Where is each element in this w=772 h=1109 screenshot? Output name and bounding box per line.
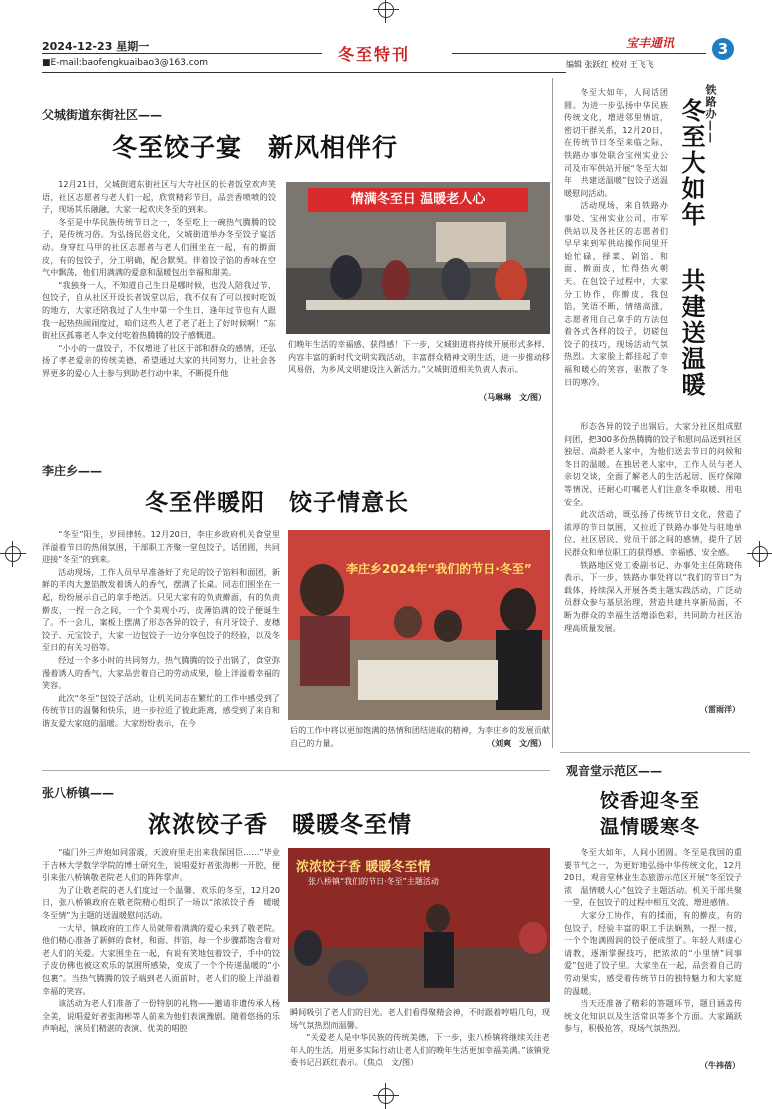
issue-date: 2024-12-23 星期一	[42, 40, 150, 53]
paragraph: 当天还准备了精彩的答题环节，题目涵盖传统文化知识以及生活常识等多个方面。大家踊跃参与，积极抢答，现场气氛热烈。	[564, 998, 742, 1034]
article2-body-left	[42, 528, 280, 756]
paragraph: 冬至大如年，人间小团圆。冬至是我国的重要节气之一，为更好地弘扬中华传统文化，12月20日，观音堂林业生态旅游示范区开展“冬至饺子浓 温情暖人心”包饺子主题活动。机关干部共聚一堂，在包饺子的过程中相互交流、增进感情。	[564, 847, 742, 908]
article3-photo	[288, 848, 550, 1002]
header-rule-right	[452, 53, 706, 54]
column-divider	[552, 78, 553, 748]
paragraph: 为了让敬老院的老人们度过一个温馨、欢乐的冬至，12月20日，张八桥镇政府在敬老院精心组织了一场以“浓浓饺子香 暖暖冬至情”为主题的送温暖慰问活动。	[42, 884, 280, 920]
article1-credit: （马琳琳 文/图）	[479, 393, 546, 402]
article3-body-left	[42, 846, 280, 1074]
article3-body-right	[290, 1006, 550, 1074]
paragraph: 铁路地区党工委副书记、办事处主任陈晓伟表示，下一步，铁路办事处将以“我们的节日”为载体，持续深入开展各类主题实践活动，广泛动员群众参与基层治理，营造共建共享新局面，不断为群众的幸福生活增添色彩，共同助力社区治理高质量发展。	[564, 559, 742, 633]
paragraph: “小小的一盘饺子，不仅增进了社区干部和群众的感情，还弘扬了孝老爱亲的传统美德，希望通过大家的共同努力，让社会各界更多的爱心人士参与到助老行动中来，不断提升他	[42, 342, 276, 378]
article3-photo-subtitle: 张八桥镇“我们的节日·冬至”主题活动	[308, 877, 439, 886]
paragraph: 大家分工协作，有的揉面，有的擀皮，有的包饺子，经验丰富的职工手法娴熟，一捏一按，一个个饱满圆润的饺子便成型了。年轻人则虚心请教，逐渐掌握技巧，把浓浓的“小里情”同事爱”包进了饺子里。大家坐在一起，品尝着自己的劳动果实，感受着传统节日的独特魅力和大家庭的温暖。	[564, 909, 742, 996]
paragraph: 冬至大如年，人间话团圆。为进一步弘扬中华民族传统文化，增进邻里情谊，密切干群关系，12月20日，在传统节日冬至来临之际，铁路办事处联合宝州实业公司及市军供站开展“冬至大如年 共建送温暖”包饺子送温暖慰问活动。	[564, 87, 668, 198]
paragraph: 形态各异的饺子出锅后，大家分社区组成慰问团，把300多份热腾腾的饺子和慰问品送到社区独居、高龄老人家中，为他们送去节日的问候和冬日的温暖。在独居老人家中，工作人员与老人亲切交谈，全面了解老人的生活起居、医疗保障等情况，还耐心叮嘱老人们注意冬季取暖、用电安全。	[564, 421, 742, 507]
paragraph: “我独身一人，不知道自己生日是哪时候，也没人陪我过节，包饺子，自从社区开设长者饭堂以后，我不仅有了可以按时吃饭的地方，大家还陪我过了人生中第一个生日，逢年过节也有人跟我一起热热闹闹度过，咱们这些人老了老了赶上了好时候啊！”东街社区孤寡老人李文付吃着热腾腾的饺子感慨道。	[42, 279, 276, 341]
article5-kicker: 观音堂示范区——	[566, 764, 663, 778]
registration-mark-top	[378, 2, 394, 18]
article2-headline: 冬至伴暖阳 饺子情意长	[145, 489, 409, 516]
article4-kicker: 铁路办——	[704, 84, 717, 144]
paragraph: “磕门外三声炮如同雷震，天波府里走出来我保国臣……”毕业于吉林大学数学学院的博士研究生，说唱爱好者张海彬一开腔，便引来张八桥镇敬老院老人们的阵阵掌声。	[42, 847, 280, 883]
paragraph: 冬至是中华民族传统节日之一，冬至吃上一碗热气腾腾的饺子，是传统习俗。为弘扬民俗文化，父城街道举办冬至饺子宴活动。身穿红马甲的社区志愿者与老人们围坐在一起，有的擀面皮，有的包饺子，分工明确，配合默契。伴着饺子馅的香味在空气中飘荡，他们用满满的爱意和温暖包出幸福和甜美。	[42, 216, 276, 278]
article4-headline-col1: 冬至大如年	[677, 98, 706, 228]
paragraph: 此次活动，既弘扬了传统节日文化，营造了浓厚的节日氛围，又拉近了铁路办事处与驻地单位、社区居民、党员干部之间的感情，提升了居民群众和单位职工的获得感、幸福感、安全感。	[564, 509, 742, 557]
article1-kicker: 父城街道东街社区——	[42, 108, 163, 122]
paragraph: “冬至”阳生，岁回律转。12月20日，李庄乡政府机关食堂里洋溢着节日的热闹氛围，干部职工齐聚一堂包饺子，话团圆，共同迎接“冬至”的到来。	[42, 529, 280, 565]
paragraph: 该活动为老人们准备了一份特别的礼物——邀请非遗传承人杨全美，说唱爱好者张海彬等人前来为他们表演豫剧。随着悠扬的乐声响起，演员们精湛的表演、优美的唱腔	[42, 998, 280, 1034]
article3-headline: 浓浓饺子香 暖暖冬至情	[148, 811, 412, 838]
article1-body-right	[288, 338, 550, 390]
paragraph: 一大早，镇政府的工作人员就带着满满的爱心来到了敬老院。他们精心准备了新鲜的食材，和面、拌馅，每一个步骤都饱含着对老人们的关爱。大家围坐在一起，有说有笑地包着饺子，手中的饺子皮仿佛也被这欢乐的氛围所感染，变成了一个个传递温暖的“小包裹”。当热气腾腾的饺子端到老人面前时，老人们的脸上洋溢着幸福的笑容。	[42, 922, 280, 996]
paragraph: 活动现场，来自铁路办事处、宝州实业公司、市军供站以及各社区的志愿者们早早来到军供站操作间里开始忙碌，择菜、剁馅、和面、擀面皮，忙得热火朝天。在包饺子过程中，大家分工协作，你擀皮，我包馅，笑语不断，情绪高涨，志愿者用自己拿手的方法包着各式各样的饺子，切磋包饺子的技巧，现场活动气氛热烈。大家脸上都挂起了幸福和暖心的笑容，驱散了冬日的寒冷。	[564, 200, 668, 387]
section-title: 冬至特刊	[338, 45, 411, 64]
article1-body-left	[42, 178, 276, 426]
registration-mark-bottom	[378, 1088, 394, 1104]
page-number: 3	[712, 38, 734, 60]
paper-brand: 宝丰通讯	[626, 36, 675, 50]
article5-headline-line1: 饺香迎冬至	[600, 790, 701, 812]
registration-mark-right	[752, 546, 768, 562]
paragraph: 们晚年生活的幸福感、获得感！下一步，父城街道将持续开展形式多样、内容丰富的新时代文明实践活动，丰富群众精神文明生活，进一步推动移风易俗，为乡风文明建设注入新活力。”父城街道相关负责人表示。	[288, 339, 550, 375]
article2-photo-banner: 李庄乡2024年“我们的节日·冬至”	[346, 562, 532, 576]
editor-credits: 编辑 张跃红 校对 王飞飞	[566, 60, 654, 69]
article4-body-narrow	[564, 86, 668, 420]
header-rule-left	[42, 53, 322, 54]
paragraph: 瞬间吸引了老人们的目光。老人们看得聚精会神，不时跟着哼唱几句，现场气氛热烈而温馨。	[290, 1007, 550, 1030]
article5-top-rule	[560, 752, 750, 753]
paragraph: 后的工作中将以更加饱满的热情和团结进取的精神，为李庄乡的发展贡献自己的力量。	[290, 725, 550, 748]
article1-photo	[286, 182, 550, 334]
article3-kicker: 张八桥镇——	[42, 786, 115, 800]
article5-credit: （牛祎蓓）	[700, 1061, 740, 1070]
article4-body-wide	[564, 420, 742, 720]
registration-mark-left	[5, 546, 21, 562]
article3-photo-banner: 浓浓饺子香 暖暖冬至情	[296, 860, 431, 875]
article2-credit: （刘爽 文/图）	[487, 739, 546, 748]
article1-photo-banner: 情满冬至日 温暖老人心	[308, 188, 528, 212]
paragraph: 经过一个多小时的共同努力，热气腾腾的饺子出锅了，食堂弥漫着诱人的香气，大家品尝着自己的劳动成果，脸上洋溢着幸福的笑容。	[42, 654, 280, 691]
paragraph: “关爱老人是中华民族的传统美德，下一步，张八桥镇将继续关注老年人的生活，用更多实际行动让老人们的晚年生活更加幸福美满。”该镇党委书记吕跃红表示。（焦点 文/图）	[290, 1032, 550, 1068]
article4-headline-col2: 共建送温暖	[677, 268, 706, 398]
article5-headline-line2: 温情暖寒冬	[600, 816, 701, 838]
header-bottom-rule	[42, 72, 566, 73]
paragraph: 活动现场，工作人员早早准备好了充足的饺子馅料和面团，新鲜的羊肉大葱馅散发着诱人的香气，摆满了长桌。同志们围坐在一起，纷纷展示自己的拿手绝活。只见大家有的负责擀面，有的负责擀皮，一捏一合之间，一个个美观小巧、皮薄馅满的饺子便诞生了。不一会儿，案板上摆满了形态各异的饺子，有月牙饺子、麦穗饺子、元宝饺子，大家一边包饺子一边分享包饺子的经验，以及冬至日的有关习俗等。	[42, 566, 280, 653]
article2-photo	[288, 530, 550, 720]
article1-headline: 冬至饺子宴 新风相伴行	[112, 133, 399, 162]
article3-top-rule	[42, 770, 550, 771]
article2-kicker: 李庄乡——	[42, 464, 103, 478]
article5-body	[564, 846, 742, 1076]
paragraph: 12月21日，父城街道东街社区与大寺社区的长者饭堂欢声笑语，社区志愿者与老人们一起，欣赏精彩节目，品尝香喷喷的饺子，现场其乐融融，大家一起欢庆冬至的到来。	[42, 179, 276, 215]
article4-credit: （雷雨洋）	[700, 705, 740, 714]
paragraph: 此次“冬至”包饺子活动，让机关同志在繁忙的工作中感受到了传统节日的温馨和快乐，进一步拉近了彼此距离，感受到了来自和谐友爱大家庭的温暖。大家纷纷表示，在今	[42, 692, 280, 728]
contact-email: ■E-mail:baofengkuaibao3@163.com	[42, 58, 208, 68]
